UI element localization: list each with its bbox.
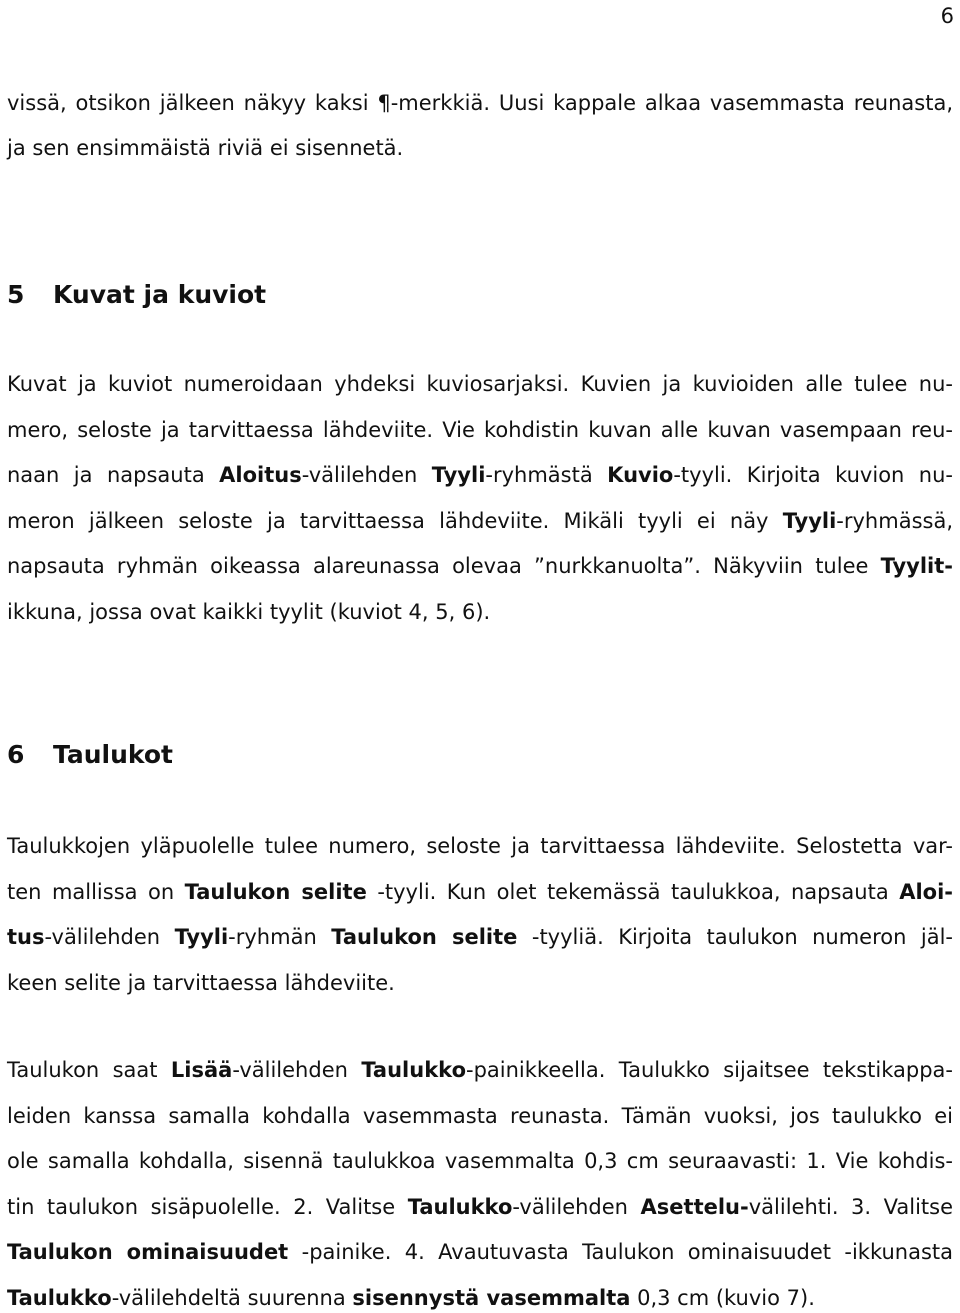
text-run: tin taulukon sisäpuolelle. 2. Valitse (7, 1194, 408, 1219)
text-run: Taulukon saat (7, 1058, 171, 1082)
bold-term: Tyyli (431, 463, 486, 487)
text-run: -välilehden (301, 463, 432, 487)
text-run: -ryhmän (228, 925, 332, 949)
text-run: naan ja napsauta (7, 463, 220, 487)
intro-line-1: vissä, otsikon jälkeen näkyy kaksi ¶-merkkiä. Uusi kappale alkaa vasemmasta reunasta, (7, 91, 953, 115)
text-run: Kuvat ja kuviot numeroidaan yhdeksi kuviosarjaksi. Kuvien ja kuvioiden alle tulee nu- (7, 372, 953, 396)
text-run: -välilehdeltä suurenna (111, 1285, 353, 1310)
text-run: -tyyli. Kun olet tekemässä taulukkoa, napsauta (366, 879, 900, 904)
intro-line-2: ja sen ensimmäistä riviä ei sisennetä. (7, 136, 404, 160)
text-line (7, 831, 953, 861)
text-run: mero, seloste ja tarvittaessa lähdeviite. Vie kohdistin kuvan alle kuvan vasempaan reu- (7, 417, 953, 442)
text-line (7, 1101, 953, 1131)
bold-term: Asettelu- (640, 1194, 749, 1219)
bold-term: Tyyli (174, 925, 229, 949)
text-run: ikkuna, jossa ovat kaikki tyylit (kuviot 4, 5, 6). (7, 599, 491, 624)
bold-term: Tyyli (782, 508, 837, 533)
text-line (7, 506, 953, 536)
text-run: keen selite ja tarvittaessa lähdeviite. (7, 970, 395, 995)
text-line (7, 1146, 953, 1176)
text-line (7, 922, 953, 952)
text-line (7, 968, 953, 998)
text-run: -välilehden (44, 925, 175, 949)
text-run: -välilehden (512, 1194, 641, 1219)
page-number: 6 (940, 4, 954, 28)
text-run: -painike. 4. Avautuvasta Taulukon ominaisuudet -ikkunasta (288, 1240, 953, 1264)
bold-term: Aloitus (219, 463, 302, 487)
text-run: ole samalla kohdalla, sisennä taulukkoa vasemmalta 0,3 cm seuraavasti: 1. Vie kohdis- (7, 1149, 953, 1173)
text-run: välilehti. 3. Valitse (748, 1194, 953, 1219)
section-5-heading (7, 280, 953, 310)
bold-term: tus (7, 925, 45, 949)
text-run: Taulukkojen yläpuolelle tulee numero, seloste ja tarvittaessa lähdeviite. Selostetta var- (7, 834, 953, 858)
text-line (7, 1192, 953, 1222)
text-line (7, 369, 953, 399)
bold-term: Taulukon ominaisuudet (7, 1240, 289, 1264)
text-line (7, 551, 953, 581)
section-title: Kuvat ja kuviot (53, 280, 267, 309)
text-line (7, 1283, 953, 1313)
text-run: -ryhmästä (485, 463, 608, 487)
text-line (7, 1237, 953, 1267)
bold-term: Kuvio (607, 463, 674, 487)
text-run: -tyyli. Kirjoita kuvion nu- (673, 463, 954, 487)
text-line (7, 1055, 953, 1085)
text-run: -välilehden (232, 1058, 362, 1082)
text-line (7, 597, 953, 627)
text-line (7, 460, 953, 490)
text-run: ten mallissa on (7, 879, 185, 904)
text-line (7, 415, 953, 445)
section-title: Taulukot (53, 740, 173, 769)
pilcrow-icon: ¶ (377, 91, 391, 115)
section-number: 6 (7, 740, 25, 769)
section-6-heading (7, 740, 953, 770)
text-run: -ryhmässä, (836, 508, 953, 533)
text-line (7, 877, 953, 907)
bold-term: Aloi- (899, 879, 953, 904)
text-run: -tyyliä. Kirjoita taulukon numeron jäl- (517, 925, 953, 949)
section-number: 5 (7, 280, 25, 309)
bold-term: Taulukon selite (331, 925, 518, 949)
bold-term: Lisää (170, 1058, 233, 1082)
bold-term: Taulukon selite (184, 879, 367, 904)
text-run: 0,3 cm (kuvio 7). (630, 1285, 815, 1310)
text-run: meron jälkeen seloste ja tarvittaessa lähdeviite. Mikäli tyyli ei näy (7, 508, 783, 533)
text-run: leiden kanssa samalla kohdalla vasemmasta reunasta. Tämän vuoksi, jos taulukko ei (7, 1103, 953, 1128)
bold-term: Taulukko (361, 1058, 466, 1082)
bold-term: Tyylit- (880, 554, 953, 578)
bold-term: Taulukko (407, 1194, 513, 1219)
bold-term: sisennystä vasemmalta (352, 1285, 631, 1310)
bold-term: Taulukko (7, 1285, 112, 1310)
text-run: -painikkeella. Taulukko sijaitsee tekstikappa- (466, 1058, 954, 1082)
text-run: napsauta ryhmän oikeassa alareunassa olevaa ”nurkkanuolta”. Näkyviin tulee (7, 554, 881, 578)
